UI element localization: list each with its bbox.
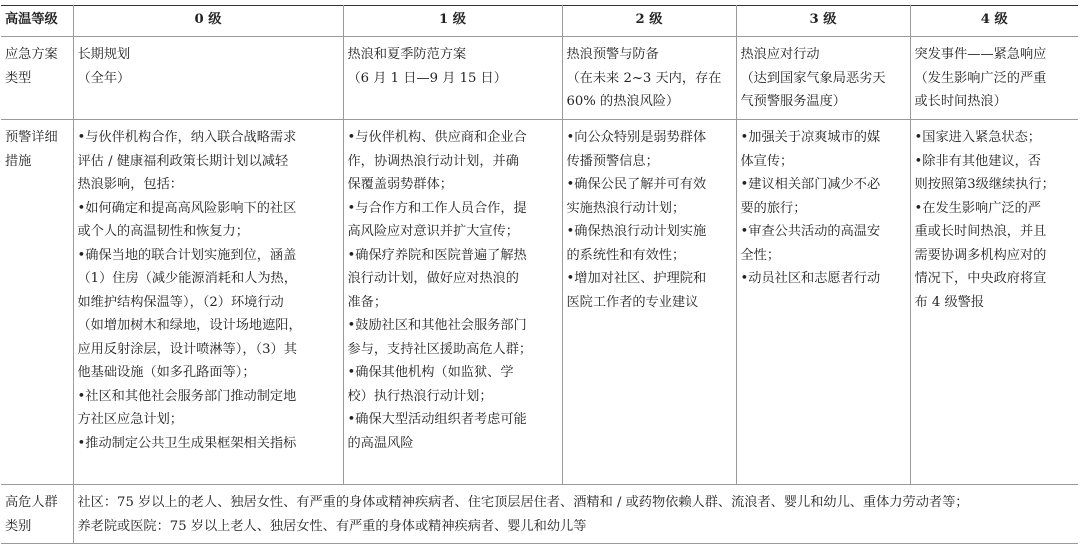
cell-line: 热浪应对行动 [740,47,820,62]
cell-line: 高风险应对意识并扩大宣传； [347,224,519,239]
header-level-2: 2 级 [562,6,736,37]
cell-line: 热浪预警与防备 [566,47,659,62]
cell-line: （如增加树木和绿地，设计场地遮阳， [77,318,302,333]
cell-line: 全性； [740,247,781,263]
cell-line: 社区：75 岁以上的老人、独居女性、有严重的身体或精神疾病者、住宅顶层居住者、酒精和 / 或药物依赖人群、流浪者、婴儿和幼儿、重体力劳动者等； [77,495,969,510]
cell-line: 浪行动计划，做好应对热浪的 [347,271,519,286]
cell-line: •确保疗养院和医院普遍了解热 [347,247,527,263]
cell-line: 则按照第3级继续执行； [914,177,1055,192]
cell-line: 方社区应急计划； [77,412,183,427]
cell-measures-level-2 [562,120,736,485]
cell-line: •审查公共活动的高温安 [740,224,881,239]
cell-line: （1）住房（减少能源消耗和人为热， [77,271,297,286]
header-row [1,6,1078,37]
cell-line: 如维护结构保温等），（2）环境行动 [77,294,284,310]
cell-line: 重或长时间热浪，并且 [914,224,1047,239]
cell-line: （全年） [77,70,131,86]
row-label-warning-measures [1,120,73,485]
row-label-line: 预警详细 [5,130,58,145]
row-label-line: 高危人群 [5,495,58,510]
cell-line: 评估 / 健康福利政策长期计划以减轻 [77,153,289,169]
cell-measures-level-1 [343,120,562,485]
cell-line: •加强关于凉爽城市的媒 [740,130,881,145]
header-level-0: 0 级 [73,6,343,37]
cell-line: 校）执行热浪行动计划； [347,388,493,404]
cell-plan-level-1 [343,37,562,120]
cell-line: 养老院或医院：75 岁以上老人、独居女性、有严重的身体或精神疾病者、婴儿和幼儿等 [77,518,587,534]
cell-line: •确保其他机构（如监狱、学 [347,365,514,380]
cell-line: 体宣传； [740,153,794,169]
cell-line: 热浪和夏季防范方案 [347,47,467,62]
cell-line: 长期规划 [77,47,131,62]
row-label-line: 类型 [5,70,32,86]
cell-line: •建议相关部门减少不必 [740,177,881,192]
cell-line: •国家进入紧急状态； [914,130,1041,145]
header-level-3: 3 级 [736,6,910,37]
cell-line: 气预警服务温度） [740,94,846,109]
cell-line: 医院工作者的专业建议 [566,294,699,310]
row-label-line: 类别 [5,518,32,534]
cell-line: 或个人的高温韧性和恢复力； [77,224,249,239]
cell-line: 传播预警信息； [566,153,659,169]
cell-plan-level-3 [736,37,910,120]
cell-line: 60% 的热浪风险） [566,94,680,109]
cell-line: •与伙伴机构合作，纳入联合战略需求 [77,130,297,145]
cell-line: （在未来 2~3 天内，存在 [566,70,722,86]
cell-line: （达到国家气象局恶劣天 [740,70,886,86]
cell-plan-level-0 [73,37,343,120]
cell-line: 情况下，中央政府将宣 [914,271,1047,286]
cell-line: •鼓励社区和其他社会服务部门 [347,318,527,333]
cell-line: 实施热浪行动计划； [566,200,686,216]
cell-line: 他基础设施（如多孔路面等）； [77,365,256,380]
row-label-high-risk-groups [1,485,73,544]
cell-measures-level-3 [736,120,910,485]
cell-line: 热浪影响，包括： [77,177,183,192]
row-label-plan-type [1,37,73,120]
header-level-1: 1 级 [343,6,562,37]
cell-line: （发生影响广泛的严重 [914,70,1047,86]
cell-line: •在发生影响广泛的严 [914,200,1041,216]
cell-line: •动员社区和志愿者行动 [740,271,881,286]
heat-alert-table [1,5,1078,544]
row-label-line: 措施 [5,153,32,169]
cell-line: 作，协调热浪行动计划，并确 [347,153,519,169]
header-level-4: 4 级 [910,6,1078,37]
cell-line: •确保公民了解并可有效 [566,177,707,192]
cell-line: 突发事件——紧急响应 [914,47,1047,62]
cell-line: •向公众特别是弱势群体 [566,130,707,145]
row-plan-type [1,37,1078,120]
cell-line: •与伙伴机构、供应商和企业合 [347,130,527,145]
cell-line: 的系统性和有效性； [566,247,686,263]
cell-line: •与合作方和工作人员合作，提 [347,200,527,216]
cell-plan-level-2 [562,37,736,120]
cell-line: 需要协调多机构应对的 [914,247,1047,263]
row-label-line: 应急方案 [5,47,58,62]
cell-line: •推动制定公共卫生成果框架相关指标 [77,435,297,451]
cell-line: •确保大型活动组织者考虑可能 [347,412,527,427]
cell-high-risk-groups [73,485,1078,544]
cell-line: •社区和其他社会服务部门推动制定地 [77,388,297,404]
cell-measures-level-4 [910,120,1078,485]
cell-line: 应用反射涂层，设计喷淋等），（3）其 [77,341,297,357]
cell-line: 布 4 级警报 [914,294,985,310]
row-high-risk-groups [1,485,1078,544]
cell-plan-level-4 [910,37,1078,120]
cell-line: •增加对社区、护理院和 [566,271,707,286]
cell-line: •确保热浪行动计划实施 [566,224,707,239]
cell-line: 保覆盖弱势群体； [347,177,453,192]
cell-line: •如何确定和提高高风险影响下的社区 [77,200,297,216]
header-heat-level: 高温等级 [1,6,73,37]
cell-line: 的高温风险 [347,435,414,451]
cell-line: （6 月 1 日—9 月 15 日） [347,70,507,86]
cell-line: 或长时间热浪） [914,94,1007,109]
row-warning-measures [1,120,1078,485]
cell-line: 参与，支持社区援助高危人群； [347,341,533,357]
cell-line: •确保当地的联合计划实施到位，涵盖 [77,247,297,263]
cell-line: •除非有其他建议，否 [914,153,1041,169]
cell-line: 准备； [347,294,388,310]
cell-line: 要的旅行； [740,200,807,216]
cell-measures-level-0 [73,120,343,485]
